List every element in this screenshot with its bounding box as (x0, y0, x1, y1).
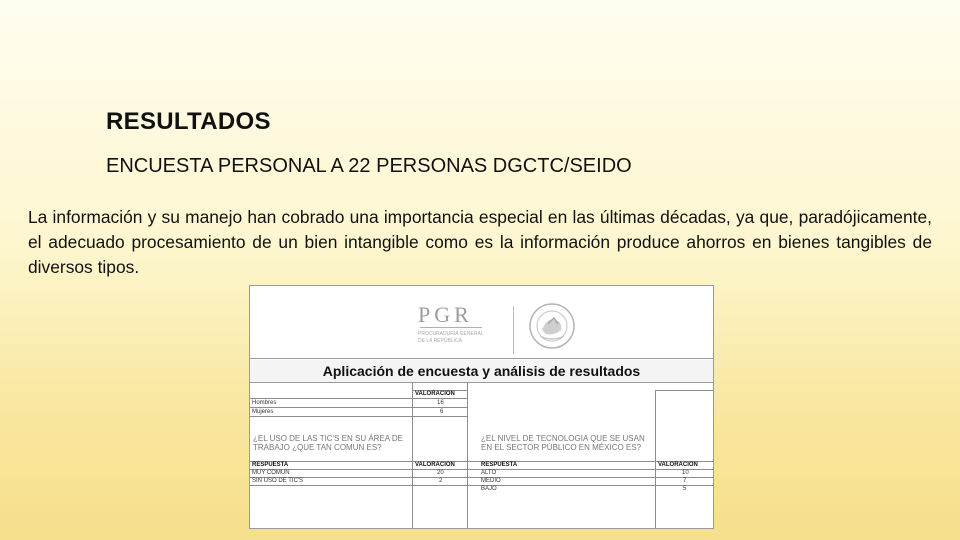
pgr-logo-text: PGR (418, 302, 473, 327)
banner-top-rule (250, 358, 713, 359)
results-grid (250, 382, 713, 528)
grid-hline (250, 416, 467, 417)
right-answer-label: BAJO (481, 486, 497, 492)
left-answer-label: MUY COMUN (252, 470, 290, 476)
survey-sheet-image (249, 285, 714, 529)
grid-hline (467, 485, 713, 486)
sheet-banner: Aplicación de encuesta y análisis de resultados (250, 360, 713, 383)
body-paragraph: La información y su manejo han cobrado una importancia especial en las últimas décadas, ya que, paradójicamente, el adecuado procesamiento de un bien intangible como es la información produce ahorros en bienes tangibles de diversos tipos. (28, 207, 932, 277)
question-right: ¿EL NIVEL DE TECNOLOGIA QUE SE USAN EN EL SECTOR PÚBLICO EN MÉXICO ES? (481, 434, 645, 452)
grid-hline (250, 407, 467, 408)
grid-hline (467, 477, 713, 478)
slide-subtitle: ENCUESTA PERSONAL A 22 PERSONAS DGCTC/SEIDO (106, 155, 632, 177)
left-answers-header-value: VALORACION (415, 462, 455, 468)
table1-row-value: 16 (437, 400, 444, 406)
slide-title: RESULTADOS (106, 108, 271, 135)
grid-hline (655, 390, 713, 391)
left-answer-value: 2 (439, 478, 443, 484)
pgr-logo-subtitle: PROCURADURÍA GENERAL DE LA REPÚBLICA (418, 331, 484, 344)
left-answer-value: 20 (437, 470, 444, 476)
right-answer-value: 7 (683, 478, 687, 484)
left-answer-label: SIN USO DE TIC'S (252, 478, 304, 484)
table1-row-value: 6 (440, 409, 444, 415)
pgr-logo-rule (420, 327, 482, 328)
grid-hline (250, 398, 467, 399)
sheet-header-logos (250, 286, 713, 358)
table1-row-label: Hombres (252, 400, 277, 406)
question-left: ¿EL USO DE LAS TIC'S EN SU ÁREA DE TRABAJO ¿QUE TAN COMUN ES? (253, 434, 404, 452)
right-answer-label: ALTO (481, 470, 497, 476)
grid-hline (250, 485, 467, 486)
left-answers-header-label: RESPUESTA (252, 462, 289, 468)
grid-vline (655, 390, 656, 528)
right-answers-header-value: VALORACION (658, 462, 698, 468)
logo-divider (513, 306, 514, 354)
right-answers-header-label: RESPUESTA (481, 462, 518, 468)
table1-header: VALORACION (415, 391, 455, 397)
right-answer-value: 10 (682, 470, 689, 476)
right-answer-label: MEDIO (481, 478, 501, 484)
grid-vline (412, 382, 413, 528)
grid-vline (467, 382, 468, 528)
table1-row-label: Mujeres (252, 409, 274, 415)
national-seal-icon (528, 302, 576, 350)
right-answer-value: 5 (683, 486, 687, 492)
